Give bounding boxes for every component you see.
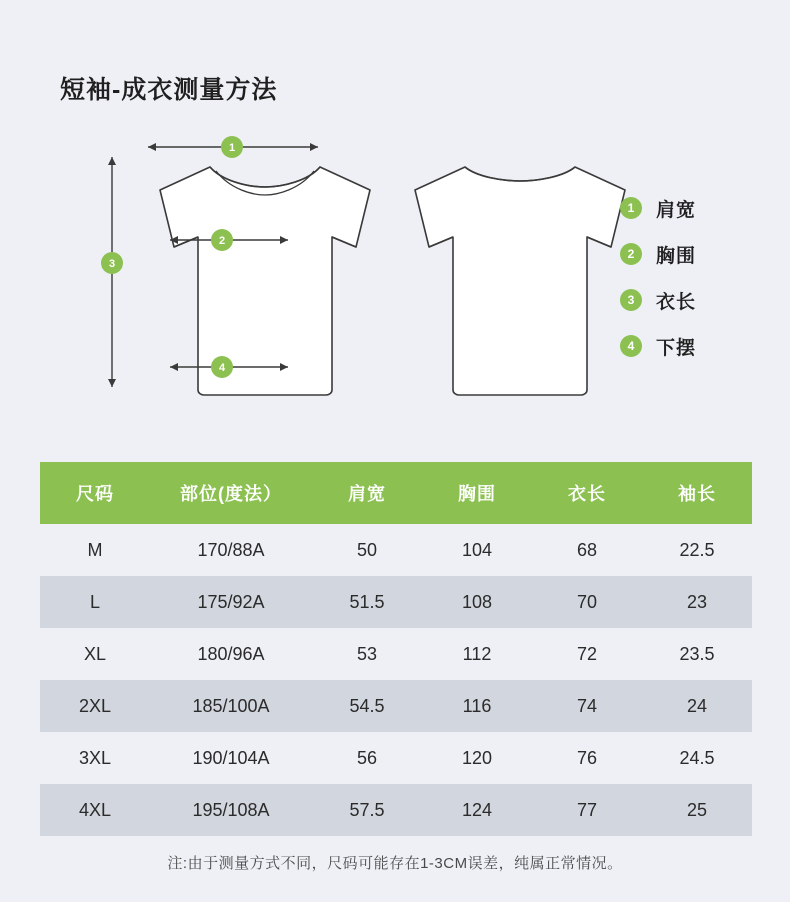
- legend-item-length: [620, 277, 760, 323]
- legend-badge-4: 4: [620, 335, 642, 357]
- cell-shoulder: 56: [356, 747, 378, 768]
- table-row: [40, 732, 752, 784]
- table-header-chest: 胸围: [422, 462, 532, 524]
- size-table: [40, 462, 752, 836]
- table-row: [40, 680, 752, 732]
- table-header-length: 衣长: [532, 462, 642, 524]
- measurement-note: 注:由于测量方式不同，尺码可能存在1-3CM误差，纯属正常情况。: [167, 855, 623, 872]
- cell-length: 76: [576, 747, 598, 768]
- svg-text:3: 3: [108, 258, 116, 270]
- cell-shoulder: 57.5: [312, 784, 422, 836]
- size-table-body: [40, 524, 752, 836]
- cell-sleeve: 25: [642, 784, 752, 836]
- cell-chest: 124: [422, 784, 532, 836]
- svg-text:2: 2: [218, 235, 226, 247]
- cell-shoulder: 53: [356, 643, 378, 664]
- cell-part: 185/100A: [150, 680, 312, 732]
- svg-text:4: 4: [218, 362, 226, 374]
- svg-text:1: 1: [228, 142, 236, 154]
- legend-label-chest: 胸围: [656, 245, 697, 267]
- cell-size: L: [40, 576, 150, 628]
- legend-badge-3: 3: [620, 289, 642, 311]
- cell-size: 2XL: [40, 680, 150, 732]
- cell-sleeve: 24: [642, 680, 752, 732]
- legend-badge-1: 1: [620, 197, 642, 219]
- table-header-row: [40, 462, 752, 524]
- cell-sleeve: 23.5: [679, 643, 715, 664]
- back-shirt-illustration: [415, 167, 625, 395]
- table-row: [40, 524, 752, 576]
- size-table-header: [40, 462, 752, 524]
- cell-size: M: [87, 539, 103, 560]
- marker-badge-1: [221, 136, 243, 158]
- measurement-diagram: [60, 125, 740, 415]
- marker-badge-3: [101, 252, 123, 274]
- cell-sleeve: 24.5: [679, 747, 715, 768]
- legend-item-shoulder: [620, 185, 760, 231]
- cell-part: 180/96A: [197, 643, 265, 664]
- cell-length: 68: [576, 539, 598, 560]
- front-shirt-illustration: [160, 167, 370, 395]
- cell-chest: 120: [461, 747, 493, 768]
- cell-shoulder: 50: [356, 539, 378, 560]
- legend-label-length: 衣长: [656, 291, 697, 313]
- cell-chest: 104: [461, 539, 493, 560]
- page-title: 短袖-成衣测量方法: [60, 76, 278, 104]
- cell-part: 170/88A: [197, 539, 265, 560]
- cell-part: 195/108A: [150, 784, 312, 836]
- table-header-part: 部位(度法）: [150, 462, 312, 524]
- legend-label-hem: 下摆: [656, 337, 697, 359]
- cell-sleeve: 23: [642, 576, 752, 628]
- cell-size: 3XL: [78, 747, 112, 768]
- legend-item-hem: [620, 323, 760, 369]
- cell-shoulder: 54.5: [312, 680, 422, 732]
- table-row: [40, 784, 752, 836]
- table-header-size: 尺码: [40, 462, 150, 524]
- table-header-shoulder: 肩宽: [312, 462, 422, 524]
- cell-part: 175/92A: [150, 576, 312, 628]
- cell-sleeve: 22.5: [679, 539, 715, 560]
- marker-badge-2: [211, 229, 233, 251]
- cell-length: 70: [532, 576, 642, 628]
- legend: [620, 185, 760, 369]
- cell-length: 74: [532, 680, 642, 732]
- cell-chest: 116: [422, 680, 532, 732]
- cell-size: XL: [83, 643, 107, 664]
- cell-part: 190/104A: [192, 747, 270, 768]
- cell-chest: 112: [462, 643, 492, 664]
- legend-badge-2: 2: [620, 243, 642, 265]
- cell-length: 72: [576, 643, 598, 664]
- marker-badge-4: [211, 356, 233, 378]
- cell-shoulder: 51.5: [312, 576, 422, 628]
- table-row: [40, 576, 752, 628]
- cell-chest: 108: [422, 576, 532, 628]
- cell-length: 77: [532, 784, 642, 836]
- table-header-sleeve: 袖长: [642, 462, 752, 524]
- legend-label-shoulder: 肩宽: [656, 199, 697, 221]
- cell-size: 4XL: [40, 784, 150, 836]
- table-row: [40, 628, 752, 680]
- legend-item-chest: [620, 231, 760, 277]
